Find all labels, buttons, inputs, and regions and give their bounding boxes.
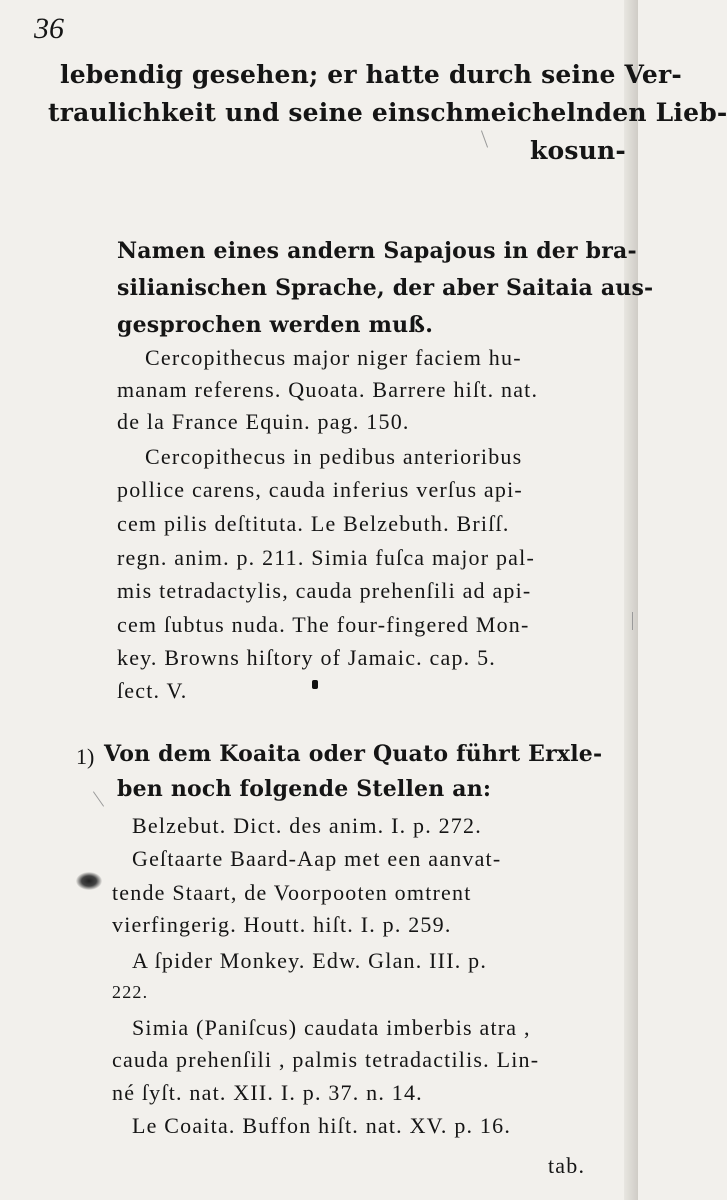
main-text-line-2: traulichkeit und seine einschmeichelnden Lieb- [48,98,727,127]
note-b-fraktur-line-1: Von dem Koaita oder Quato führt Erxle- [104,741,603,767]
ink-smudge [76,872,102,890]
note-a-latin-line-7: regn. anim. p. 211. Simia fuſca major pal- [117,545,535,570]
note-a-fraktur-line-3: gesprochen werden muß. [117,312,434,338]
note-a-latin-line-11: ſect. V. [117,678,188,703]
catchword: tab. [548,1153,586,1178]
note-a-latin-line-4: Cercopithecus in pedibus anterioribus [145,444,523,469]
page-number: 36 [34,12,64,45]
note-a-latin-line-2: manam referens. Quoata. Barrere hiſt. nat. [117,377,539,402]
note-b-latin-line-6: 222. [112,982,149,1002]
note-a-latin-line-1: Cercopithecus major niger faciem hu- [145,345,522,370]
note-a-fraktur-line-1: Namen eines andern Sapajous in der bra- [117,238,637,264]
note-a-latin-line-8: mis tetradactylis, cauda prehenſili ad api- [117,578,532,603]
note-b-fraktur-line-2: ben noch folgende Stellen an: [117,776,492,802]
note-b-latin-line-2: Geſtaarte Baard-Aap met een aanvat- [132,846,502,871]
note-b-latin-line-7: Simia (Paniſcus) caudata imberbis atra , [132,1015,531,1040]
note-a-latin-line-6: cem pilis deſtituta. Le Belzebuth. Briſſ. [117,511,510,536]
ink-dot [312,680,318,689]
page-spine-shadow [624,0,638,1200]
note-b-latin-line-3: tende Staart, de Voorpooten omtrent [112,880,472,905]
main-text-line-1: lebendig gesehen; er hatte durch seine Ver- [60,60,682,89]
main-text-line-3: kosun- [530,136,626,165]
note-b-latin-line-5: A ſpider Monkey. Edw. Glan. III. p. [132,948,488,973]
note-a-fraktur-line-2: silianischen Sprache, der aber Saitaia aus- [117,275,654,301]
note-a-latin-line-5: pollice carens, cauda inferius verſus api- [117,477,523,502]
stray-mark [481,130,488,147]
note-b-latin-line-10: Le Coaita. Buffon hiſt. nat. XV. p. 16. [132,1113,512,1138]
note-a-latin-line-9: cem ſubtus nuda. The four-fingered Mon- [117,612,530,637]
footnote-marker: 1) [76,744,95,769]
note-b-latin-line-9: né ſyſt. nat. XII. I. p. 37. n. 14. [112,1080,423,1105]
stray-mark [93,791,104,806]
stray-mark [632,612,633,630]
note-b-latin-line-4: vierfingerig. Houtt. hiſt. I. p. 259. [112,912,452,937]
note-a-latin-line-10: key. Browns hiſtory of Jamaic. cap. 5. [117,645,496,670]
note-b-latin-line-1: Belzebut. Dict. des anim. I. p. 272. [132,813,482,838]
note-b-latin-line-8: cauda prehenſili , palmis tetradactilis. Lin- [112,1047,540,1072]
note-a-latin-line-3: de la France Equin. pag. 150. [117,409,410,434]
